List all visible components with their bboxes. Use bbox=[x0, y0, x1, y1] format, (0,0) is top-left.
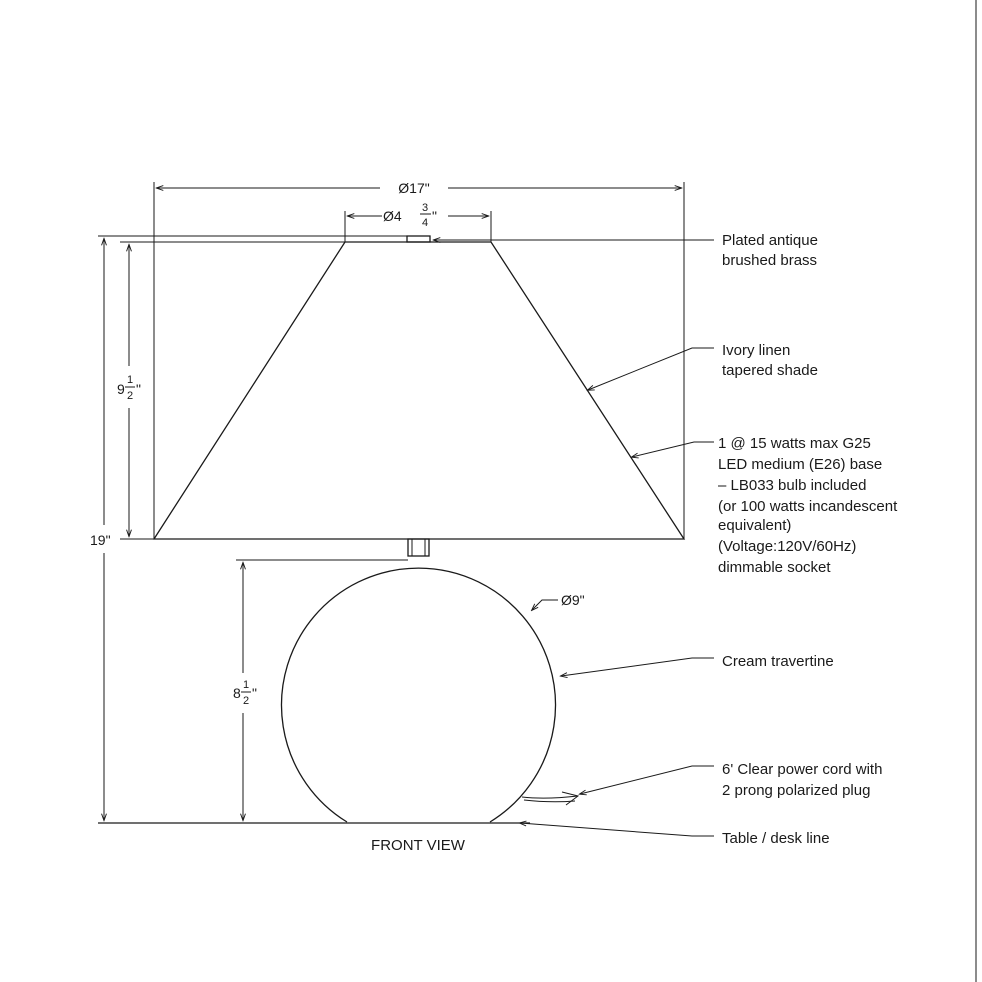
finial bbox=[407, 236, 430, 242]
svg-text:": " bbox=[252, 685, 257, 701]
callout-table bbox=[722, 830, 830, 847]
svg-text:Table / desk line: Table / desk line bbox=[722, 830, 830, 847]
shade-diameter-label: Ø17" bbox=[398, 180, 430, 196]
base-diameter-label: Ø9" bbox=[561, 592, 585, 608]
leader-cord bbox=[580, 766, 714, 794]
svg-text:Ivory linen: Ivory linen bbox=[722, 342, 791, 359]
svg-text:": " bbox=[136, 381, 141, 397]
svg-text:dimmable socket: dimmable socket bbox=[718, 559, 831, 576]
callout-finial bbox=[722, 232, 818, 269]
base-height-label bbox=[233, 679, 257, 707]
svg-text:2 prong polarized plug: 2 prong polarized plug bbox=[722, 782, 871, 799]
svg-text:2: 2 bbox=[242, 695, 250, 707]
callout-bulb bbox=[718, 435, 898, 576]
leader-base bbox=[561, 658, 714, 676]
svg-text:Ø4: Ø4 bbox=[383, 208, 402, 224]
svg-text:4: 4 bbox=[421, 217, 429, 229]
svg-text:(or 100 watts incandescent: (or 100 watts incandescent bbox=[718, 498, 898, 515]
svg-text:equivalent): equivalent) bbox=[718, 517, 792, 534]
svg-text:2: 2 bbox=[126, 390, 134, 402]
socket-neck bbox=[408, 539, 429, 556]
overall-height-label: 19" bbox=[90, 532, 111, 548]
leader-bulb bbox=[632, 442, 714, 457]
svg-text:9: 9 bbox=[117, 381, 125, 397]
top-diameter-label bbox=[383, 202, 437, 229]
svg-text:8: 8 bbox=[233, 685, 241, 701]
svg-text:": " bbox=[432, 208, 437, 224]
travertine-base bbox=[281, 568, 555, 822]
svg-text:Plated antique: Plated antique bbox=[722, 232, 818, 249]
leader-shade bbox=[588, 348, 714, 390]
svg-text:Cream travertine: Cream travertine bbox=[722, 653, 834, 670]
svg-text:LED medium (E26) base: LED medium (E26) base bbox=[718, 456, 883, 473]
svg-text:1 @ 15 watts max G25: 1 @ 15 watts max G25 bbox=[718, 435, 871, 452]
svg-text:3: 3 bbox=[421, 202, 429, 214]
svg-text:1: 1 bbox=[242, 679, 250, 691]
lamp-shade bbox=[154, 242, 684, 539]
svg-text:1: 1 bbox=[126, 374, 134, 386]
callout-shade bbox=[722, 342, 818, 379]
power-cord bbox=[522, 792, 578, 805]
shade-height-label bbox=[117, 374, 141, 402]
callout-cord bbox=[722, 761, 882, 799]
svg-text:– LB033 bulb included: – LB033 bulb included bbox=[718, 477, 867, 494]
leader-table bbox=[520, 823, 714, 836]
svg-text:6' Clear power cord with: 6' Clear power cord with bbox=[722, 761, 883, 778]
view-label: FRONT VIEW bbox=[371, 837, 465, 854]
callout-base bbox=[722, 653, 834, 670]
svg-text:brushed brass: brushed brass bbox=[722, 252, 818, 269]
svg-text:(Voltage:120V/60Hz): (Voltage:120V/60Hz) bbox=[718, 538, 857, 555]
base-diameter-leader bbox=[532, 600, 558, 610]
svg-text:tapered shade: tapered shade bbox=[722, 362, 818, 379]
